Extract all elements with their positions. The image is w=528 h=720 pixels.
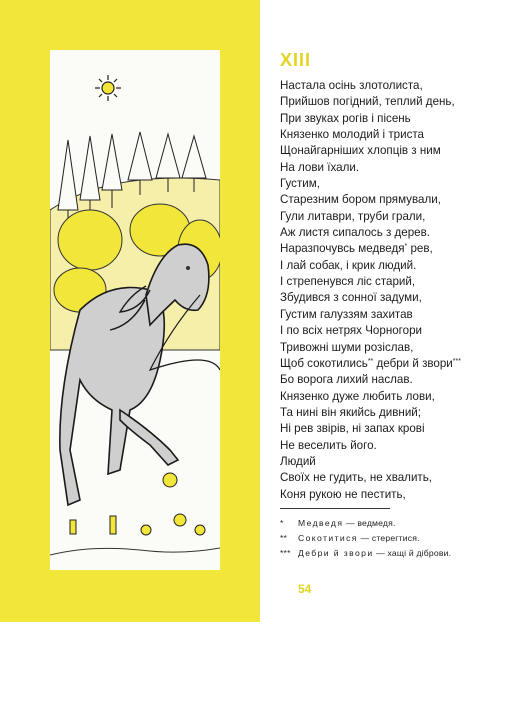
footnotes	[280, 516, 520, 561]
verse-line: Людий	[280, 454, 316, 468]
verse-line: Аж листя сипалось з дерев.	[280, 226, 430, 240]
verse-line: І стрепенувся ліс старий,	[280, 275, 416, 289]
verse-line: На лови їхали.	[280, 160, 360, 174]
verse-line: Гули литаври, труби грали,	[280, 209, 426, 223]
verse-line: Князенко дуже любить лови,	[280, 389, 435, 403]
verse-line: Ні рев звірів, ні запах крові	[280, 422, 425, 436]
verse-line: Коня рукою не пестить,	[280, 487, 406, 501]
verse-text: Щоб сокотились	[280, 356, 368, 370]
verse-line: Тривожні шуми розіслав,	[280, 340, 414, 354]
verse-line: Князенко молодий і триста	[280, 128, 424, 142]
verse-line: І лай собак, і крик людий.	[280, 258, 417, 272]
verse-line: Старезним бором прямували,	[280, 193, 441, 207]
verse-line: Прийшов погідний, теплий день,	[280, 95, 455, 109]
footnote-marker: ***	[452, 357, 461, 365]
footnote-term: Сокотитися	[298, 533, 358, 543]
footnote-term: Медведя	[298, 518, 344, 528]
chapter-number: XIII	[280, 50, 312, 70]
verse-line: Не веселить його.	[280, 438, 377, 452]
verse-text: Наразпочувсь медведя	[280, 242, 405, 256]
footnote-term: Дебри й звори	[298, 548, 374, 558]
horse-drawing	[50, 50, 220, 570]
verse-line: Щонайгарніших хлопців з ним	[280, 144, 441, 158]
verse-text: дебри й звори	[373, 356, 453, 370]
footnote	[280, 546, 520, 561]
footnote	[280, 531, 520, 546]
sun-icon	[95, 75, 121, 101]
footnote-divider	[280, 508, 390, 509]
footnote-definition: — ведмедя.	[343, 518, 396, 528]
verse-text: рев,	[407, 242, 433, 256]
page-number: 54	[298, 582, 312, 596]
verse-line: Збудився з сонної задуми,	[280, 291, 422, 305]
verse-line: І по всіх нетрях Чорногори	[280, 324, 423, 338]
verse-line: Бо ворога лихий наслав.	[280, 373, 413, 387]
verse-line-with-footnote	[280, 241, 520, 257]
verse-line: Своїх не гудить, не хвалить,	[280, 471, 432, 485]
verse-line: Густим,	[280, 177, 320, 191]
poem-verse	[280, 78, 520, 503]
footnote-definition: — хащі й діброви.	[373, 548, 452, 558]
footnote-mark: **	[280, 533, 288, 543]
verse-line: Та нині він якийсь дивний;	[280, 405, 422, 419]
footnote	[280, 516, 520, 531]
verse-line: Настала осінь злотолиста,	[280, 79, 423, 92]
footnote-definition: — стерегтися.	[357, 533, 420, 543]
yellow-side-panel	[0, 0, 260, 622]
footnote-mark: *	[280, 518, 284, 528]
horse-illustration	[50, 50, 220, 570]
verse-line: При звуках рогів і пісень	[280, 111, 411, 125]
verse-line-with-footnote	[280, 356, 520, 372]
footnote-marker: **	[367, 357, 374, 365]
footnote-mark: ***	[280, 548, 291, 558]
poem-text-column	[280, 50, 520, 503]
footnote-marker: *	[404, 243, 408, 251]
verse-line: Густим галуззям захитав	[280, 307, 413, 321]
